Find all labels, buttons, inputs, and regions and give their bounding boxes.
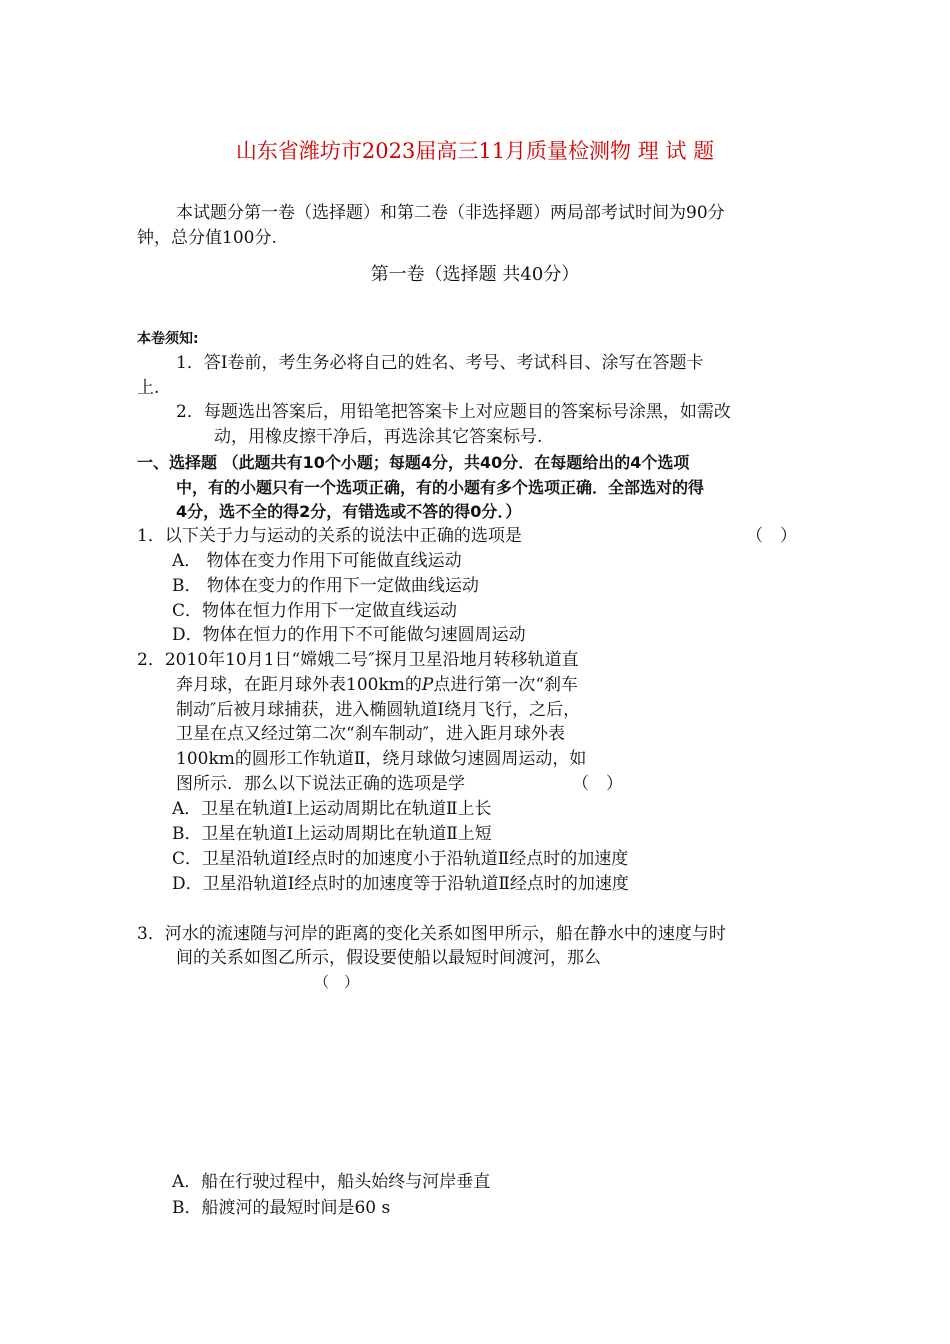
notice-item-2-line-2: 动，用橡皮擦干净后，再选涂其它答案标号. — [214, 427, 543, 447]
part1-heading-line-3: 4分，选不全的得2分，有错选或不答的得0分．） — [176, 502, 522, 521]
q2-stem-line-5: 100km的圆形工作轨道Ⅱ，绕月球做匀速圆周运动，如 — [176, 749, 587, 769]
q2-option-d: D．卫星沿轨道Ⅰ经点时的加速度等于沿轨道Ⅱ经点时的加速度 — [172, 874, 629, 894]
part1-heading-line-2: 中，有的小题只有一个选项正确，有的小题有多个选项正确．全部选对的得 — [176, 478, 705, 497]
point-p-label: P — [421, 675, 434, 695]
q2-option-b: B．卫星在轨道Ⅰ上运动周期比在轨道Ⅱ上短 — [172, 824, 492, 844]
q1-option-d: D．物体在恒力的作用下不可能做匀速圆周运动 — [172, 625, 526, 645]
q2-stem-line-1: 2．2010年10月1日“嫦娥二号″探月卫星沿地月转移轨道直 — [137, 650, 579, 670]
q1-option-b: B． 物体在变力的作用下一定做曲线运动 — [172, 576, 479, 596]
notice-item-1-line-1: 1．答Ⅰ卷前，考生务必将自己的姓名、考号、考试科目、涂写在答题卡 — [176, 353, 704, 373]
page-title: 山东省潍坊市2023届高三11月质量检测物 理 试 题 — [235, 139, 715, 163]
section-title: 第一卷（选择题 共40分） — [370, 264, 580, 285]
q2-answer-paren: （ ） — [572, 774, 623, 794]
intro-line-1: 本试题分第一卷（选择题）和第二卷（非选择题）两局部考试时间为90分 — [176, 203, 725, 223]
q1-stem: 1．以下关于力与运动的关系的说法中正确的选项是 — [137, 526, 522, 546]
q3-stem-line-2: 间的关系如图乙所示，假设要使船以最短时间渡河，那么 — [176, 948, 601, 968]
q1-option-a: A． 物体在变力作用下可能做直线运动 — [172, 551, 462, 571]
q3-answer-paren: （ ） — [314, 973, 360, 991]
q3-stem-line-1: 3．河水的流速随与河岸的距离的变化关系如图甲所示，船在静水中的速度与时 — [137, 924, 726, 944]
notice-heading: 本卷须知: — [137, 331, 199, 347]
q2-stem-line-6: 图所示．那么以下说法正确的选项是学 — [176, 774, 465, 794]
q2-stem-line-4: 卫星在点又经过第二次“刹车制动″，进入距月球外表 — [176, 724, 566, 744]
part1-heading-line-1: 一、选择题 （此题共有10个小题；每题4分，共40分．在每题给出的4个选项 — [137, 453, 690, 472]
q2-stem-line-2: 奔月球，在距月球外表100km的P点进行第一次“刹车 — [176, 675, 579, 695]
q3-option-b: B．船渡河的最短时间是60 s — [172, 1198, 391, 1218]
q2-stem-line-3: 制动″后被月球捕获，进入椭圆轨道Ⅰ绕月飞行，之后， — [176, 700, 581, 720]
intro-line-2: 钟，总分值100分. — [137, 228, 277, 248]
q2-option-a: A．卫星在轨道Ⅰ上运动周期比在轨道Ⅱ上长 — [172, 799, 492, 819]
notice-item-2-line-1: 2．每题选出答案后，用铅笔把答案卡上对应题目的答案标号涂黑，如需改 — [176, 402, 731, 422]
q1-answer-paren: （ ） — [746, 526, 797, 546]
q3-option-a: A．船在行驶过程中，船头始终与河岸垂直 — [172, 1172, 491, 1192]
q2-option-c: C．卫星沿轨道Ⅰ经点时的加速度小于沿轨道Ⅱ经点时的加速度 — [172, 849, 629, 869]
q1-option-c: C．物体在恒力作用下一定做直线运动 — [172, 601, 458, 621]
notice-item-1-line-2: 上. — [137, 378, 160, 398]
